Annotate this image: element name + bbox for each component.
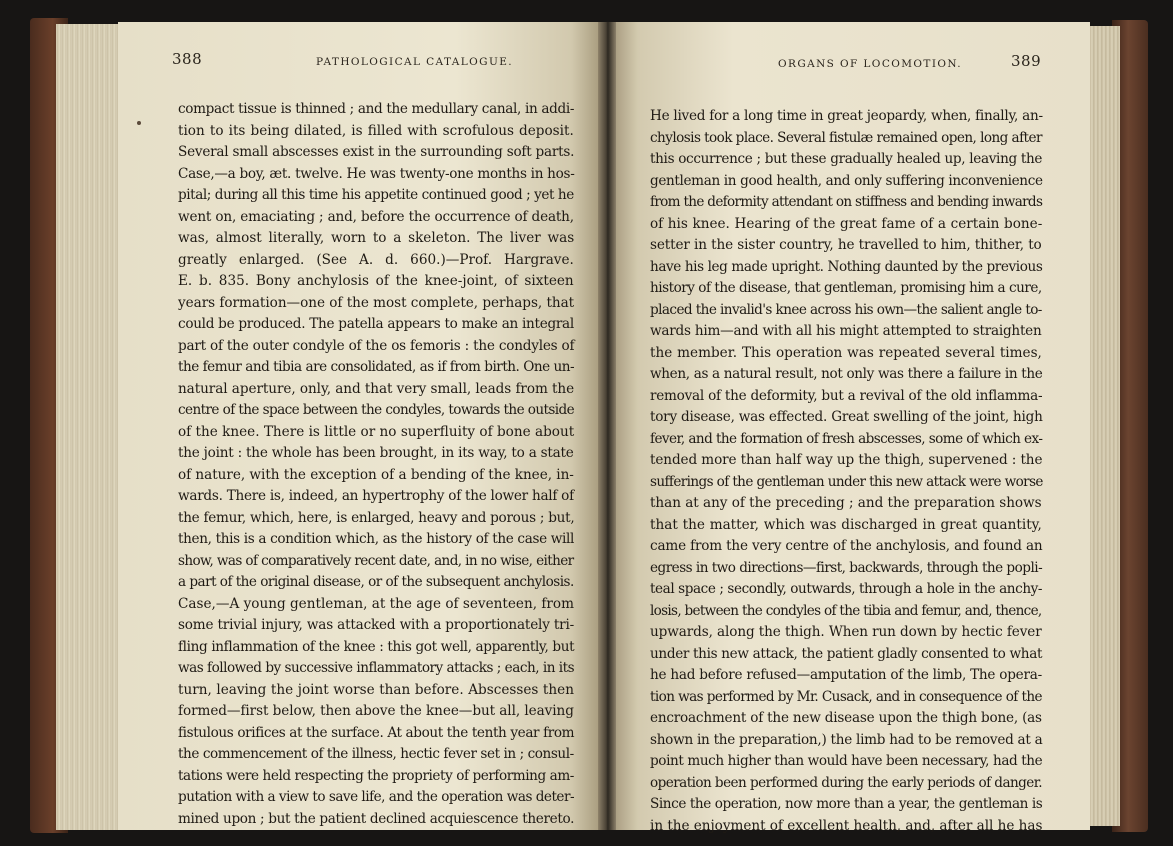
- right-page-body: [650, 106, 1042, 837]
- left-page-text-line: some trivial injury, was attacked with a proportionately tri-: [178, 617, 575, 633]
- left-page-text-line: could be produced. The patella appears to make an integral: [178, 316, 574, 332]
- left-page-text-line: was followed by successive inflammatory attacks ; each, in its: [178, 660, 575, 676]
- right-page-text-line: teal space ; secondly, outwards, through a hole in the anchy-: [650, 581, 1043, 597]
- left-page-number: 388: [172, 50, 203, 68]
- left-page-text-line: then, this is a condition which, as the history of the case will: [178, 531, 575, 547]
- left-page-text-line: went on, emaciating ; and, before the occurrence of death,: [178, 208, 574, 225]
- left-page-text-line: of the knee. There is little or no superfluity of bone about: [178, 423, 575, 440]
- left-page-text-line: natural aperture, only, and that very small, leads from the: [178, 380, 575, 397]
- right-page-text-line: the member. This operation was repeated several times,: [650, 344, 1042, 361]
- paper-speck: [137, 121, 141, 125]
- right-page-text-line: shown in the preparation,) the limb had to be removed at a: [650, 731, 1043, 748]
- left-page-text-line: tations were held respecting the propriety of performing am-: [178, 767, 574, 784]
- right-page-text-line: encroachment of the new disease upon the thigh bone, (as: [650, 710, 1042, 726]
- book-gutter: [598, 22, 616, 830]
- left-page-text-line: the joint : the whole has been brought, in its way, to a state: [178, 445, 574, 461]
- left-page-text-line: was, almost literally, worn to a skeleton. The liver was: [178, 230, 575, 246]
- left-page-text-line: turn, leaving the joint worse than before. Abscesses then: [178, 681, 574, 698]
- right-page-text-line: point much higher than would have been necessary, had the: [650, 753, 1043, 769]
- left-page-text-line: E. b. 835. Bony anchylosis of the knee-joint, of sixteen: [178, 273, 574, 289]
- right-page-text-line: this occurrence ; but these gradually healed up, leaving the: [650, 151, 1043, 167]
- right-page-text-line: in the enjoyment of excellent health, and, after all he has: [650, 817, 1043, 834]
- right-page-text-line: setter in the sister country, he travelled to him, thither, to: [650, 237, 1042, 253]
- right-page-text-line: He lived for a long time in great jeopardy, when, finally, an-: [650, 108, 1043, 124]
- right-page-text-line: chylosis took place. Several fistulæ remained open, long after: [650, 129, 1042, 146]
- right-page-text-line: removal of the deformity, but a revival of the old inflamma-: [650, 387, 1043, 404]
- page-stack-left: [56, 24, 122, 830]
- left-page-text-line: the commencement of the illness, hectic fever set in ; consul-: [178, 746, 574, 762]
- left-page-text-line: the femur, which, here, is enlarged, heavy and porous ; but,: [178, 509, 575, 526]
- right-page-text-line: Since the operation, now more than a year, the gentleman is: [650, 796, 1043, 812]
- right-page-number: 389: [1011, 52, 1042, 70]
- left-page-text-line: show, was of comparatively recent date, and, in no wise, either: [178, 552, 574, 569]
- left-page-text-line: of nature, with the exception of a bending of the knee, in-: [178, 466, 574, 483]
- left-page-text-line: fistulous orifices at the surface. At about the tenth year from: [178, 724, 575, 741]
- right-page-text-line: that the matter, which was discharged in great quantity,: [650, 516, 1042, 533]
- left-page-text-line: centre of the space between the condyles, towards the outside: [178, 402, 575, 418]
- right-page-text-line: under this new attack, the patient gladly consented to what: [650, 645, 1043, 662]
- left-page-text-line: greatly enlarged. (See A. d. 660.)—Prof. Hargrave.: [178, 251, 574, 268]
- right-page-text-line: from the deformity attendant on stiffness and bending inwards: [650, 194, 1043, 210]
- right-page-text-line: fever, and the formation of fresh abscesses, some of which ex-: [650, 430, 1043, 447]
- left-page-text-line: Case,—a boy, æt. twelve. He was twenty-one months in hos-: [178, 165, 575, 182]
- right-page-text-line: came from the very centre of the anchylosis, and found an: [650, 538, 1043, 554]
- right-page-text-line: operation been performed during the early periods of danger.: [650, 774, 1042, 791]
- left-page-text-line: putation with a view to save life, and the operation was deter-: [178, 789, 575, 805]
- left-page-text-line: fling inflammation of the knee : this got well, apparently, but: [178, 638, 575, 655]
- left-page-text-line: pital; during all this time his appetite continued good ; yet he: [178, 187, 574, 203]
- right-page-text-line: he had before refused—amputation of the limb, The opera-: [650, 667, 1042, 683]
- right-page-text-line: gentleman in good health, and only suffering inconvenience: [650, 172, 1043, 189]
- page-stack-right: [1086, 26, 1120, 826]
- right-page-text-line: tory disease, was effected. Great swelling of the joint, high: [650, 409, 1043, 425]
- left-page-text-line: Case,—A young gentleman, at the age of seventeen, from: [178, 595, 574, 612]
- right-page-text-line: history of the disease, that gentleman, promising him a cure,: [650, 280, 1042, 296]
- left-page-text-line: compact tissue is thinned ; and the medullary canal, in addi-: [178, 101, 575, 117]
- right-page-text-line: tion was performed by Mr. Cusack, and in consequence of the: [650, 688, 1042, 705]
- left-page-text-line: Several small abscesses exist in the surrounding soft parts.: [178, 144, 575, 160]
- left-page-text-line: a part of the original disease, or of the subsequent anchylosis.: [178, 574, 574, 590]
- right-page-text-line: have his leg made upright. Nothing daunted by the previous: [650, 258, 1043, 275]
- left-running-head: PATHOLOGICAL CATALOGUE.: [316, 56, 513, 68]
- right-page-text-line: egress in two directions—first, backwards, through the popli-: [650, 559, 1043, 576]
- right-running-head: ORGANS OF LOCOMOTION.: [778, 58, 963, 70]
- right-page-text-line: of his knee. Hearing of the great fame of a certain bone-: [650, 215, 1043, 232]
- left-page-text-line: formed—first below, then above the knee—but all, leaving: [178, 703, 574, 719]
- left-page-text-line: the femur and tibia are consolidated, as if from birth. One un-: [178, 359, 575, 375]
- left-page-text-line: part of the outer condyle of the os femoris : the condyles of: [178, 337, 575, 354]
- right-page-text-line: losis, between the condyles of the tibia and femur, and, thence,: [650, 602, 1042, 619]
- left-page-body: [178, 99, 574, 830]
- left-page-text-line: wards. There is, indeed, an hypertrophy of the lower half of: [178, 488, 574, 504]
- right-page-text-line: placed the invalid's knee across his own—the salient angle to-: [650, 301, 1042, 318]
- right-page-text-line: wards him—and with all his might attempted to straighten: [650, 323, 1042, 339]
- right-page-text-line: tended more than half way up the thigh, supervened : the: [650, 452, 1043, 468]
- right-page-text-line: than at any of the preceding ; and the preparation shows: [650, 495, 1042, 511]
- left-page-text-line: years formation—one of the most complete, perhaps, that: [178, 294, 575, 311]
- right-page-text-line: upwards, along the thigh. When run down by hectic fever: [650, 624, 1042, 640]
- left-page-text-line: mined upon ; but the patient declined acquiescence thereto.: [178, 810, 575, 827]
- right-page-text-line: when, as a natural result, not only was there a failure in the: [650, 366, 1043, 382]
- left-page-text-line: tion to its being dilated, is filled with scrofulous deposit.: [178, 122, 574, 139]
- right-page-text-line: sufferings of the gentleman under this new attack were worse: [650, 473, 1043, 490]
